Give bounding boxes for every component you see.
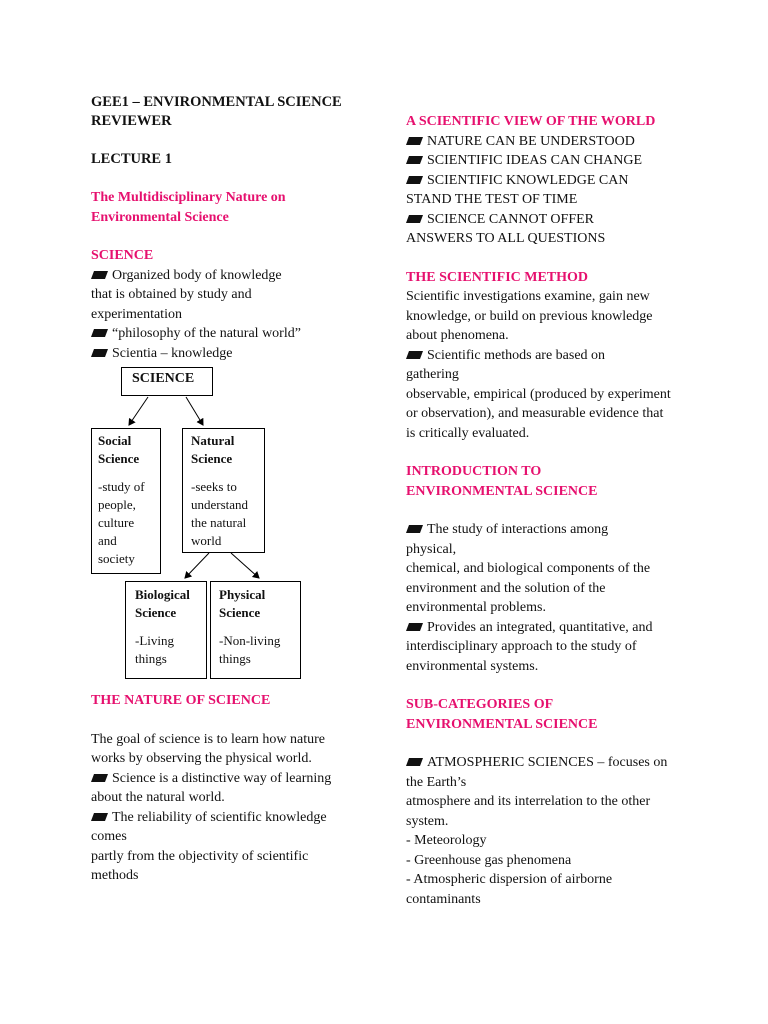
bullet-item: ATMOSPHERIC SCIENCES – focuses on the Earth’s <box>406 755 668 790</box>
bullet-icon <box>406 176 423 184</box>
bullet-icon <box>91 349 108 357</box>
sub-item: - Greenhouse gas phenomena <box>406 852 572 868</box>
bullet-item: “philosophy of the natural world” <box>91 324 306 344</box>
nature-text: The goal of science is to learn how nature works by observing the physical world. <box>91 731 326 766</box>
social-science-box: Social Science -study of people, culture and society <box>91 428 161 574</box>
bullet-item: The study of interactions among physical, <box>406 522 609 557</box>
bullet-icon <box>91 271 108 279</box>
bullet-item: Scientific methods are based on gathering <box>406 347 606 382</box>
intro-heading: INTRODUCTION TO ENVIRONMENTAL SCIENCE <box>406 464 598 499</box>
bullet-item: Science is a distinctive way of learning about the natural world. <box>91 770 332 805</box>
view-heading: A SCIENTIFIC VIEW OF THE WORLD <box>406 114 656 129</box>
natural-science-box: Natural Science -seeks to understand the natural world <box>182 428 265 553</box>
sub-item: - Atmospheric dispersion of airborne contaminants <box>406 872 613 907</box>
bullet-item: SCIENTIFIC KNOWLEDGE CAN STAND THE TEST OF TIME <box>406 172 629 207</box>
bullet-item: Scientia – knowledge <box>91 344 306 364</box>
bullet-icon <box>406 137 423 145</box>
bullet-icon <box>406 758 423 766</box>
nature-tail-text: partly from the objectivity of scientific methods <box>91 848 309 883</box>
nature-section <box>91 730 353 886</box>
bullet-icon <box>91 813 108 821</box>
right-column <box>406 112 676 909</box>
bullet-icon <box>406 525 423 533</box>
intro-section <box>406 520 674 676</box>
sub-tail-text: atmosphere and its interrelation to the other system. <box>406 794 651 829</box>
bullet-item: SCIENTIFIC IDEAS CAN CHANGE <box>406 151 656 171</box>
subcategories-heading: SUB-CATEGORIES OF ENVIRONMENTAL SCIENCE <box>406 697 598 732</box>
bullet-icon <box>406 156 423 164</box>
bullet-icon <box>91 329 108 337</box>
method-heading: THE SCIENTIFIC METHOD <box>406 269 589 285</box>
nature-heading: THE NATURE OF SCIENCE <box>91 693 271 708</box>
left-column <box>91 93 366 886</box>
physical-science-box: Physical Science -Non-living things <box>210 581 301 679</box>
bullet-icon <box>91 774 108 782</box>
science-tree-diagram <box>91 367 311 677</box>
sub-item: - Meteorology <box>406 833 487 848</box>
document-title: GEE1 – ENVIRONMENTAL SCIENCE REVIEWER <box>91 94 342 129</box>
method-tail-text: observable, empirical (produced by experiment or observation), and measurable evidence that is critically evaluated. <box>406 386 671 441</box>
subcategories-section <box>406 753 674 909</box>
bullet-icon <box>406 623 423 631</box>
lecture-subtitle: The Multidisciplinary Nature on Environmental Science <box>91 190 286 225</box>
science-heading: SCIENCE <box>91 248 154 263</box>
biological-science-box: Biological Science -Living things <box>125 581 207 679</box>
bullet-icon <box>406 351 423 359</box>
bullet-icon <box>406 215 423 223</box>
science-bullets <box>91 266 306 364</box>
bullet-item: Provides an integrated, quantitative, and interdisciplinary approach to the study of environmental systems. <box>406 619 653 674</box>
bullet-item: Organized body of knowledge that is obtained by study and experimentation <box>91 267 282 322</box>
intro-tail-text: chemical, and biological components of the environment and the solution of the environmental problems. <box>406 561 651 615</box>
bullet-item: SCIENCE CANNOT OFFER ANSWERS TO ALL QUESTIONS <box>406 211 606 246</box>
view-bullets <box>406 132 656 249</box>
bullet-item: NATURE CAN BE UNDERSTOOD <box>406 132 656 152</box>
bullet-item: The reliability of scientific knowledge comes <box>91 809 327 844</box>
method-section <box>406 287 674 443</box>
science-root-box: SCIENCE <box>121 367 213 396</box>
lecture-label: LECTURE 1 <box>91 151 172 167</box>
method-text: Scientific investigations examine, gain new knowledge, or build on previous knowledge about phenomena. <box>406 289 653 343</box>
